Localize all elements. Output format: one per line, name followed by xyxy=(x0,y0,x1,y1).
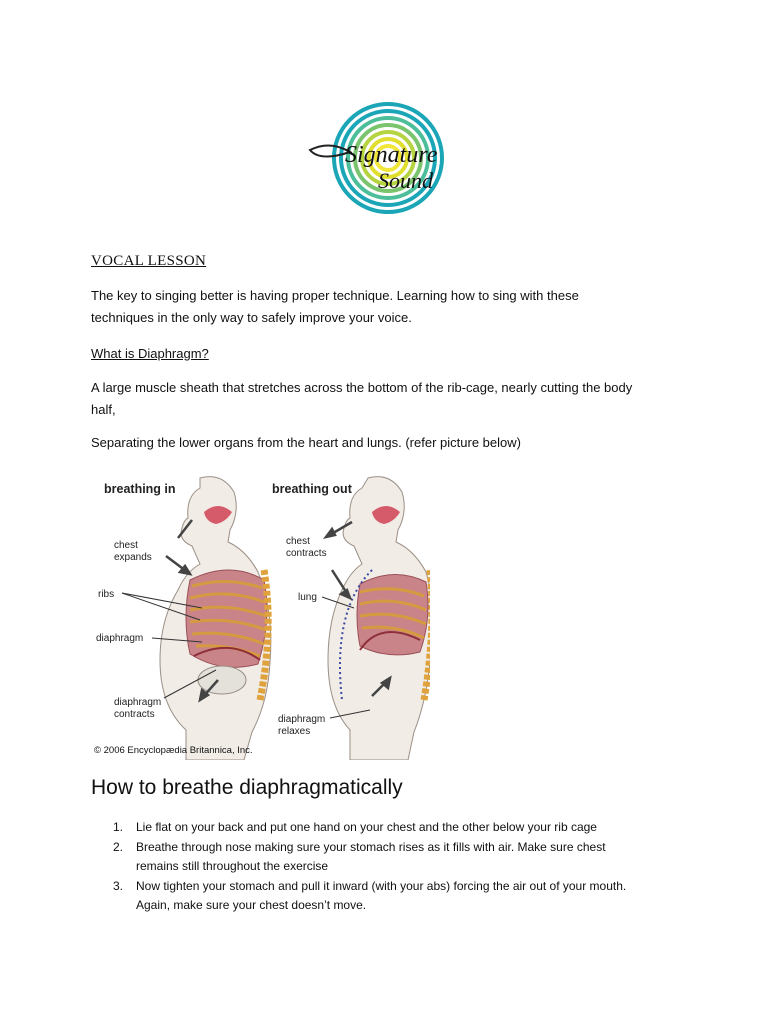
lesson-title: VOCAL LESSON xyxy=(91,253,207,269)
step-line: Lie flat on your back and put one hand on your chest and the other below your rib cage xyxy=(136,820,597,834)
label-diaphragm-contracts-2: contracts xyxy=(114,709,155,720)
label-chest-expands-2: expands xyxy=(114,552,152,563)
step-line: remains still throughout the exercise xyxy=(136,859,329,873)
label-breathing-in: breathing in xyxy=(104,482,176,496)
definition-paragraph xyxy=(91,377,691,420)
section-heading: How to breathe diaphragmatically xyxy=(91,776,403,799)
label-lung: lung xyxy=(298,592,317,603)
breathing-in-figure xyxy=(160,477,271,760)
intro-line-2: techniques in the only way to safely improve your voice. xyxy=(91,309,412,325)
question-heading: What is Diaphragm? xyxy=(91,346,209,361)
figure-copyright: © 2006 Encyclopædia Britannica, Inc. xyxy=(94,745,253,756)
separating-paragraph: Separating the lower organs from the heart and lungs. (refer picture below) xyxy=(91,435,521,450)
step-line: Now tighten your stomach and pull it inward (with your abs) forcing the air out of your mouth. xyxy=(136,878,627,893)
step-line: Again, make sure your chest doesn’t move. xyxy=(136,898,367,912)
step-number: 2. xyxy=(113,839,124,854)
breathing-diagram xyxy=(92,470,430,760)
label-chest-contracts-1: chest xyxy=(286,536,310,547)
intro-paragraph xyxy=(91,285,691,328)
list-item xyxy=(91,877,681,916)
steps-list xyxy=(91,818,681,916)
label-chest-contracts-2: contracts xyxy=(286,548,327,559)
breathing-out-figure xyxy=(328,477,430,760)
label-diaphragm: diaphragm xyxy=(96,633,144,644)
label-diaphragm-contracts-1: diaphragm xyxy=(114,697,162,708)
step-line: Breathe through nose making sure your stomach rises as it fills with air. Make sure chest xyxy=(136,839,606,854)
logo-text-top: Signature xyxy=(345,142,438,168)
label-chest-expands-1: chest xyxy=(114,540,138,551)
step-number: 1. xyxy=(113,820,124,834)
label-ribs: ribs xyxy=(98,589,115,600)
signature-sound-logo xyxy=(300,100,470,220)
label-breathing-out: breathing out xyxy=(272,482,352,496)
step-number: 3. xyxy=(113,878,124,893)
list-item xyxy=(91,818,681,838)
definition-line-2: half, xyxy=(91,401,116,417)
list-item xyxy=(91,838,681,877)
label-diaphragm-relaxes-2: relaxes xyxy=(278,726,311,737)
label-diaphragm-relaxes-1: diaphragm xyxy=(278,714,326,725)
definition-line-1: A large muscle sheath that stretches across the bottom of the rib-cage, nearly cutting the body xyxy=(91,380,633,395)
intro-line-1: The key to singing better is having proper technique. Learning how to sing with these xyxy=(91,288,579,303)
logo-text-bottom: Sound xyxy=(378,168,433,193)
